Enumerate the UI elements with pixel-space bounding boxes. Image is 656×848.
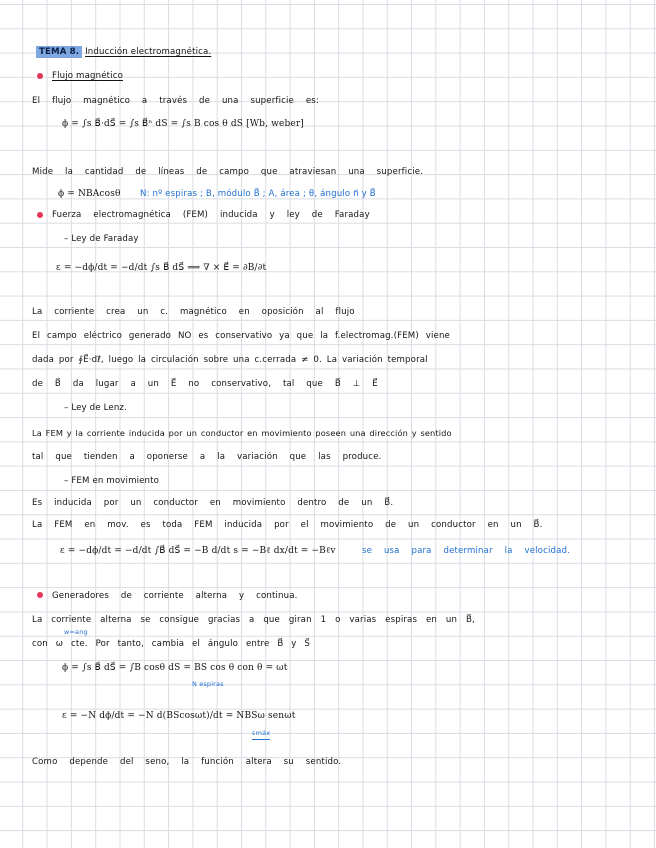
fem-equation-2: ε = −dϕ/dt = −d/dt ∫B⃗ dS⃗ = −B d/dt s = −Bℓ dx/dt = −Bℓv: [60, 546, 336, 556]
generadores-line-1: La corriente alterna se consigue gracias a que giran 1 o varias espiras en un B⃗,: [32, 615, 475, 625]
fem-equation-2-note: se usa para determinar la velocidad.: [362, 546, 571, 556]
fem-line-6: tal que tienden a oponerse a la variación que las produce.: [32, 452, 382, 462]
title-tag: TEMA 8.: [36, 46, 82, 58]
generadores-equation-2-note: [252, 727, 270, 740]
fem-line-2: El campo eléctrico generado NO es conservativo ya que la f.electromag.(FEM) viene: [32, 331, 450, 341]
section-heading-generadores: Generadores de corriente alterna y continua.: [52, 591, 298, 601]
bullet-icon: [37, 212, 43, 218]
emax-label: εmáx: [252, 727, 270, 740]
section-heading-fem: Fuerza electromagnética (FEM) inducida y ley de Faraday: [52, 210, 370, 220]
flujo-equation-2: ϕ = NBAcosθ: [58, 189, 121, 199]
fem-line-8: La FEM en mov. es toda FEM inducida por el movimiento de un conductor en un B⃗.: [32, 520, 543, 530]
flujo-line-1: El flujo magnético a través de una superficie es:: [32, 96, 319, 106]
flujo-equation-2-legend: N: nº espiras ; B, módulo B⃗ ; A, área ; θ, ángulo n⃗ y B⃗: [140, 189, 376, 199]
fem-subheading-movimiento: – FEM en movimiento: [64, 476, 160, 486]
fem-line-1: La corriente crea un c. magnético en oposición al flujo: [32, 307, 355, 317]
flujo-line-2: Mide la cantidad de líneas de campo que atraviesan una superficie.: [32, 167, 424, 177]
page-title: [36, 46, 211, 58]
generadores-line-3: Como depende del seno, la función altera su sentido.: [32, 757, 342, 767]
fem-equation-1: ε = −dϕ/dt = −d/dt ∫s B⃗ dS⃗ ⟹ ∇ × E⃗ = ∂B/∂t: [56, 263, 267, 273]
generadores-equation-1: ϕ = ∫s B⃗ dS⃗ = ∫B cosθ dS = BS cos θ con θ = ωt: [62, 663, 288, 673]
fem-line-7: Es inducida por un conductor en movimiento dentro de un B⃗.: [32, 498, 394, 508]
generadores-line-2: con ω cte. Por tanto, cambia el ángulo entre B⃗ y S⃗: [32, 639, 310, 649]
bullet-icon: [37, 73, 43, 79]
fem-line-4: de B⃗ da lugar a un E⃗ no conservativo, tal que B⃗ ⊥ E⃗: [32, 379, 378, 389]
flujo-equation-1: ϕ = ∫s B⃗·dS⃗ = ∫s B⃗ⁿ dS = ∫s B cos θ dS [Wb, weber]: [62, 119, 304, 129]
fem-line-5: La FEM y la corriente inducida por un conductor en movimiento poseen una dirección y sentido: [32, 428, 452, 438]
generadores-equation-1-note: N espiras: [192, 680, 224, 688]
fem-subheading-lenz: – Ley de Lenz.: [64, 403, 127, 413]
section-heading-flujo: Flujo magnético: [52, 71, 123, 81]
title-text: Inducción electromagnética.: [85, 47, 212, 57]
generadores-line-1-note: w=ang: [64, 628, 88, 636]
generadores-equation-2: ε = −N dϕ/dt = −N d(BScosωt)/dt = NBSω senωt: [62, 711, 296, 721]
bullet-icon: [37, 592, 43, 598]
fem-subheading-faraday: – Ley de Faraday: [64, 234, 139, 244]
fem-line-3: dada por ∮E⃗·dℓ⃗, luego la circulación sobre una c.cerrada ≠ 0. La variación temporal: [32, 355, 428, 365]
